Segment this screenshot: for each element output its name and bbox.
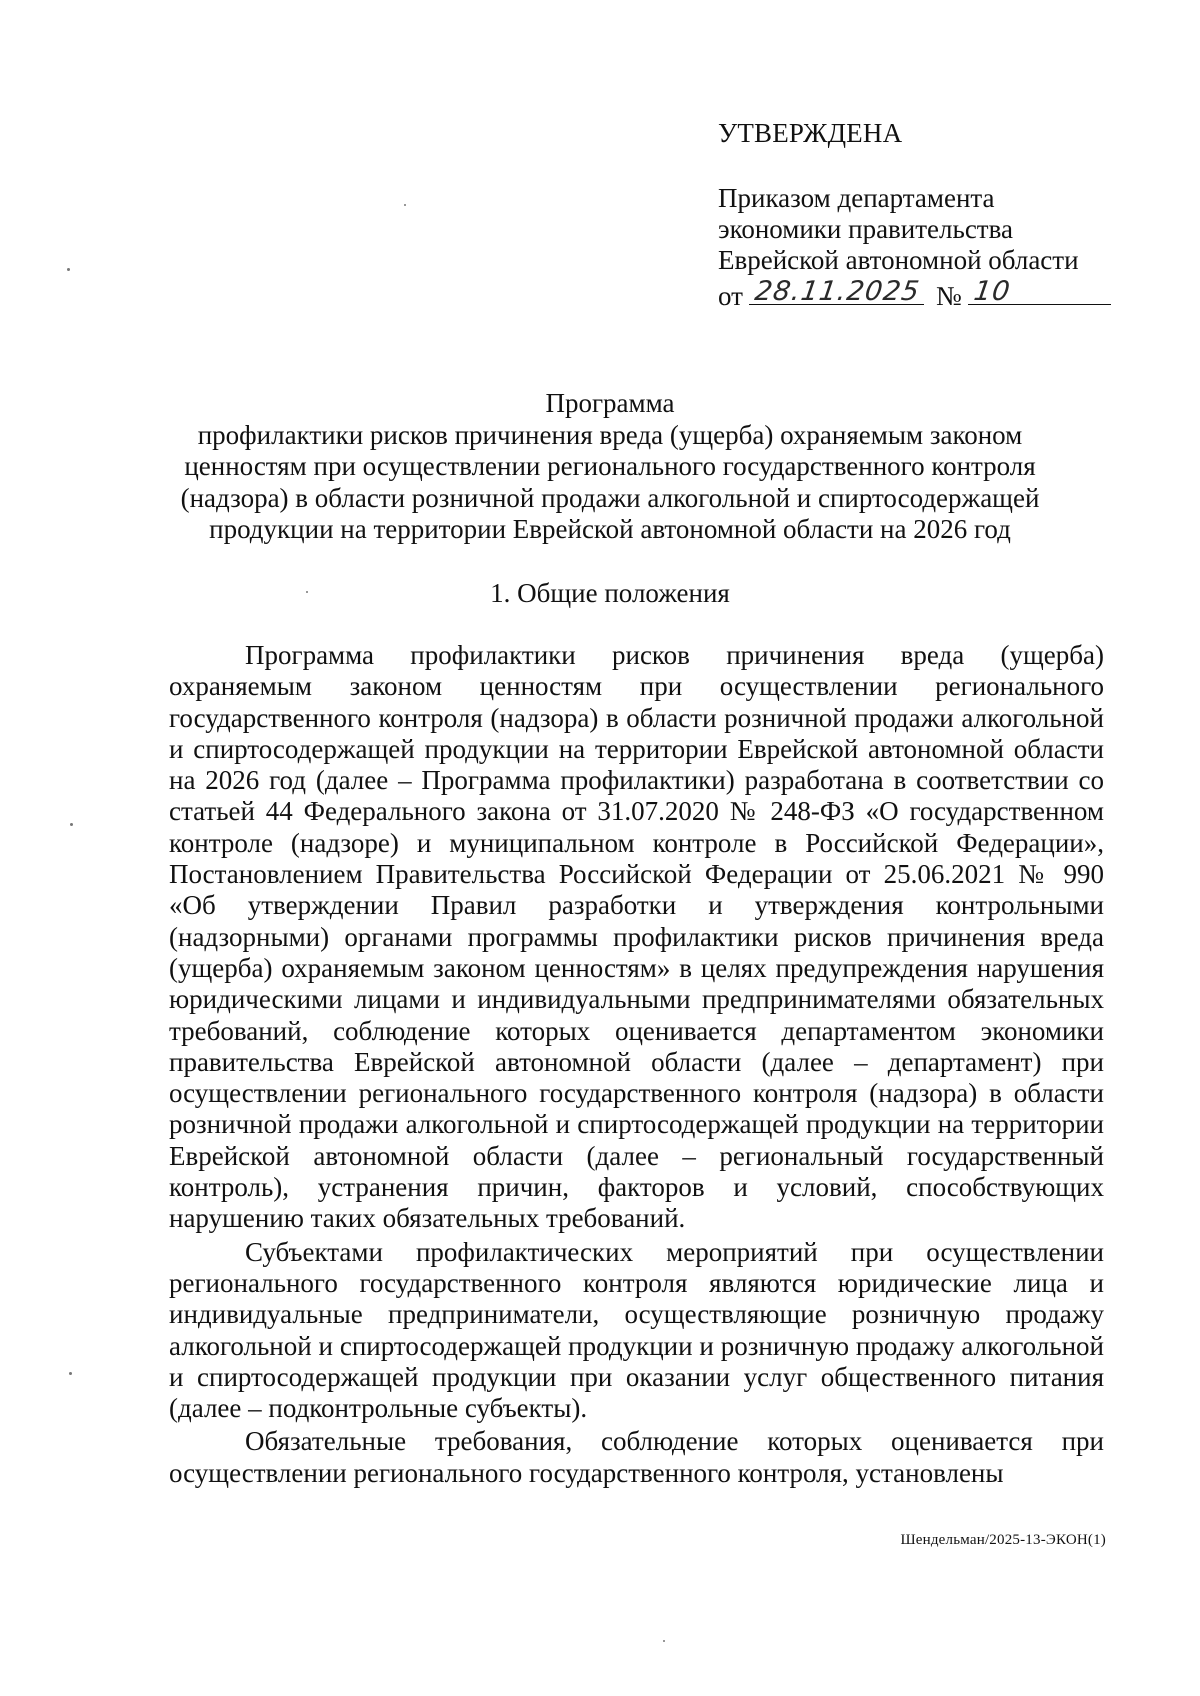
paragraph: Программа профилактики рисков причинения вреда (ущерба) охраняемым законом ценностям при осуществлении регионального государственного контроля (надзора) в области розничной продажи алкогольной и спиртосодержащей продукции на территории Еврейской автономной области на 2026 год (далее – Программа профилактики) разработана в соответствии со статьей 44 Федерального закона от 31.07.2020 № 248-ФЗ «О государственном контроле (надзоре) и муниципальном контроле в Российской Федерации», Постановлением Правительства Российской Федерации от 25.06.2021 № 990 «Об утверждении Правил разработки и утверждения контрольными (надзорными) органами программы профилактики рисков причинения вреда (ущерба) охраняемым законом ценностям» в целях предупреждения нарушения юридическими лицами и индивидуальными предпринимателями обязательных требований, соблюдение которых оценивается департаментом экономики правительства Еврейской автономной области (далее – департамент) при осуществлении регионального государственного контроля (надзора) в области розничной продажи алкогольной и спиртосодержащей продукции на территории Еврейской автономной области (далее – региональный государственный контроль), устранения причин, факторов и условий, способствующих нарушению таких обязательных требований. (169, 640, 1104, 1234)
title-line: (надзора) в области розничной продажи алкогольной и спиртосодержащей (180, 482, 1040, 513)
approval-date-number-line (718, 276, 1138, 312)
title-line: ценностям при осуществлении регионального государственного контроля (184, 451, 1036, 481)
program-title (150, 388, 1070, 546)
section-heading: 1. Общие положения (490, 578, 730, 608)
body-text (169, 640, 1104, 1491)
scan-speck (404, 204, 406, 206)
title-line: профилактики рисков причинения вреда (ущерба) охраняемым законом (197, 419, 1023, 450)
date-prefix: от (718, 281, 743, 311)
scan-speck (306, 591, 308, 593)
scan-speck (69, 1372, 72, 1375)
approval-line: экономики правительства (718, 214, 1013, 244)
scan-speck (67, 268, 70, 271)
approval-block (718, 118, 1138, 312)
scan-speck (70, 823, 73, 826)
title-heading: Программа (545, 388, 675, 418)
paragraph: Субъектами профилактических мероприятий при осуществлении регионального государственного контроля являются юридические лица и индивидуальные предприниматели, осуществляющие розничную продажу алкогольной и спиртосодержащей продукции и розничную продажу алкогольной и спиртосодержащей продукции при оказании услуг общественного питания (далее – подконтрольные субъекты). (169, 1236, 1104, 1424)
handwritten-number: 10 (971, 276, 1013, 307)
title-line: продукции на территории Еврейской автономной области на 2026 год (209, 514, 1011, 544)
handwritten-date: 28.11.2025 (752, 276, 922, 307)
number-field (968, 276, 1111, 305)
approval-line: Приказом департамента (718, 183, 995, 213)
approval-line: Еврейской автономной области (718, 245, 1079, 275)
number-label: № (935, 281, 962, 311)
approval-heading: УТВЕРЖДЕНА (718, 118, 903, 148)
document-code: Шендельман/2025-13-ЭКОН(1) (900, 1532, 1106, 1548)
paragraph: Обязательные требования, соблюдение которых оценивается при осуществлении регионального государственного контроля, установлены (169, 1426, 1104, 1488)
date-field (749, 276, 924, 305)
scan-speck (663, 1640, 665, 1642)
